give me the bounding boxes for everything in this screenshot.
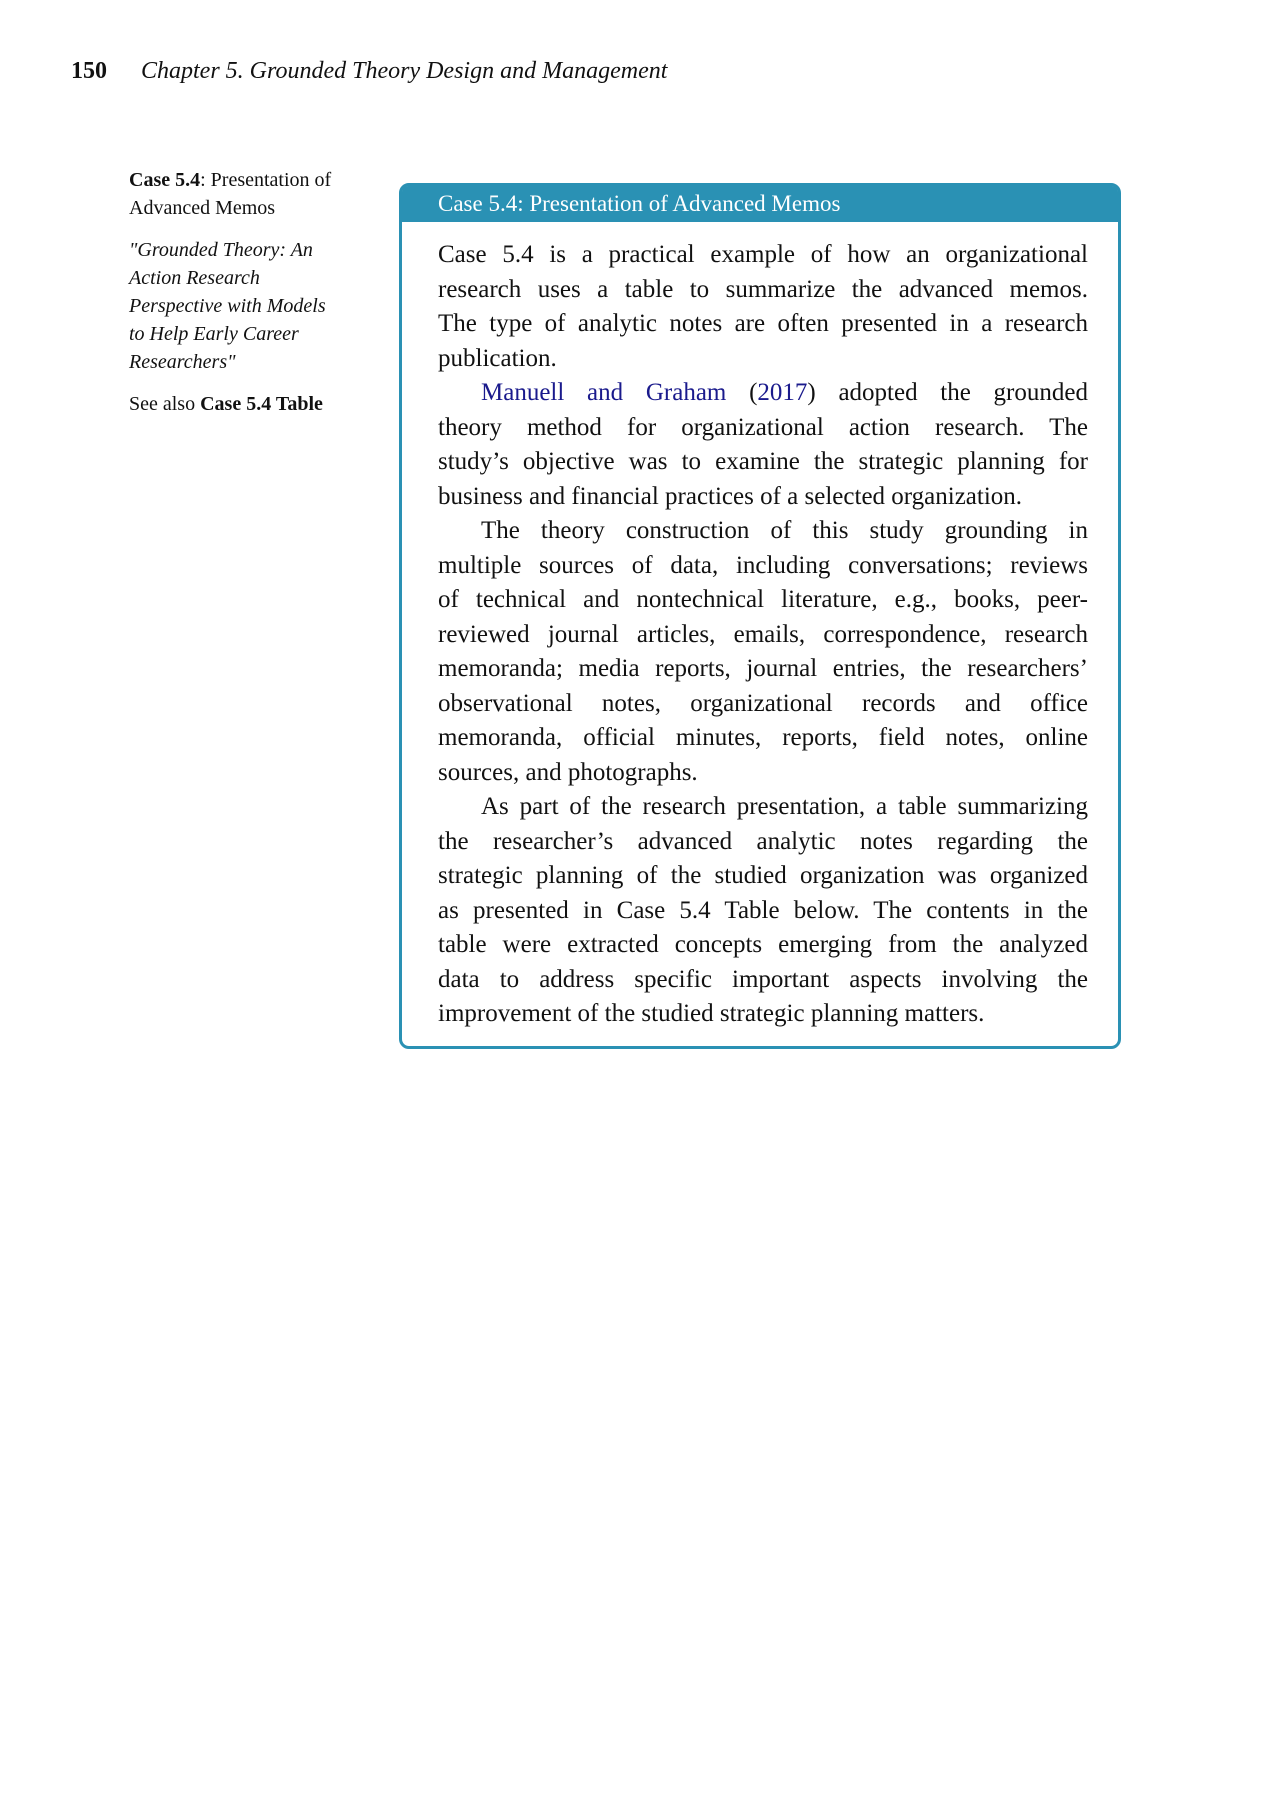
paragraph-3 xyxy=(438,514,1088,790)
paragraph-line: publication. xyxy=(438,344,557,372)
case-title: : Presentation of Advanced Memos xyxy=(129,169,332,219)
case-box xyxy=(399,183,1121,1049)
paragraph-line: table were extracted concepts emerging from the analyzed xyxy=(438,931,1088,958)
paragraph-line: Case 5.4 is a practical example of how an organizational xyxy=(438,241,1088,268)
case-box-body xyxy=(438,238,1088,1032)
paragraph-line: The theory construction of this study grounding in xyxy=(481,517,1088,544)
margin-note xyxy=(129,166,369,432)
paragraph-line xyxy=(438,376,1088,411)
paragraph-line: sources, and photographs. xyxy=(438,758,698,786)
case-label: Case 5.4 xyxy=(129,169,201,191)
paragraph-line: research uses a table to summarize the advanced memos. xyxy=(438,275,1088,303)
chapter-title: Chapter 5. Grounded Theory Design and Management xyxy=(141,58,668,84)
see-also-prefix: See also xyxy=(129,393,201,415)
paragraph-line: memoranda; media reports, journal entries, the researchers’ xyxy=(438,655,1088,682)
paragraph-line: business and financial practices of a selected organization. xyxy=(438,482,1023,510)
paragraph-line: As part of the research presentation, a table summarizing xyxy=(481,793,1088,820)
citation-link-authors[interactable]: Manuell and Graham xyxy=(481,379,727,406)
paragraph-line: memoranda, official minutes, reports, field notes, online xyxy=(438,724,1088,751)
paragraph-line: as presented in Case 5.4 Table below. The contents in the xyxy=(438,896,1088,924)
paragraph-line: data to address specific important aspects involving the xyxy=(438,965,1088,993)
case-box-title: Case 5.4: Presentation of Advanced Memos xyxy=(402,186,1118,222)
page-number: 150 xyxy=(71,58,107,84)
paren: ( xyxy=(726,379,758,406)
paragraph-4 xyxy=(438,790,1088,1032)
running-header xyxy=(71,58,667,85)
paragraph-line: reviewed journal articles, emails, correspondence, research xyxy=(438,620,1088,648)
line-text: ) adopted the grounded xyxy=(807,379,1088,406)
see-also xyxy=(129,390,369,418)
paragraph-line: multiple sources of data, including conversations; reviews xyxy=(438,551,1088,579)
citation-link-year[interactable]: 2017 xyxy=(757,379,808,406)
paragraph-line: strategic planning of the studied organization was organized xyxy=(438,862,1088,889)
paragraph-line: study’s objective was to examine the strategic planning for xyxy=(438,448,1088,475)
paragraph-2 xyxy=(438,376,1088,514)
paragraph-line: observational notes, organizational records and office xyxy=(438,689,1088,717)
paragraph-line: the researcher’s advanced analytic notes regarding the xyxy=(438,827,1088,855)
paragraph-line: of technical and nontechnical literature, e.g., books, peer- xyxy=(438,586,1088,613)
margin-case-title xyxy=(129,166,369,222)
paragraph-2-rest xyxy=(438,411,1088,515)
see-also-ref[interactable]: Case 5.4 Table xyxy=(200,393,323,415)
paragraph-1 xyxy=(438,238,1088,376)
paragraph-line: improvement of the studied strategic planning matters. xyxy=(438,1000,985,1027)
margin-quote: "Grounded Theory: An Action Research Perspective with Models to Help Early Career Researchers" xyxy=(129,239,326,373)
paragraph-line: theory method for organizational action research. The xyxy=(438,413,1088,441)
paragraph-line: The type of analytic notes are often presented in a research xyxy=(438,310,1088,337)
